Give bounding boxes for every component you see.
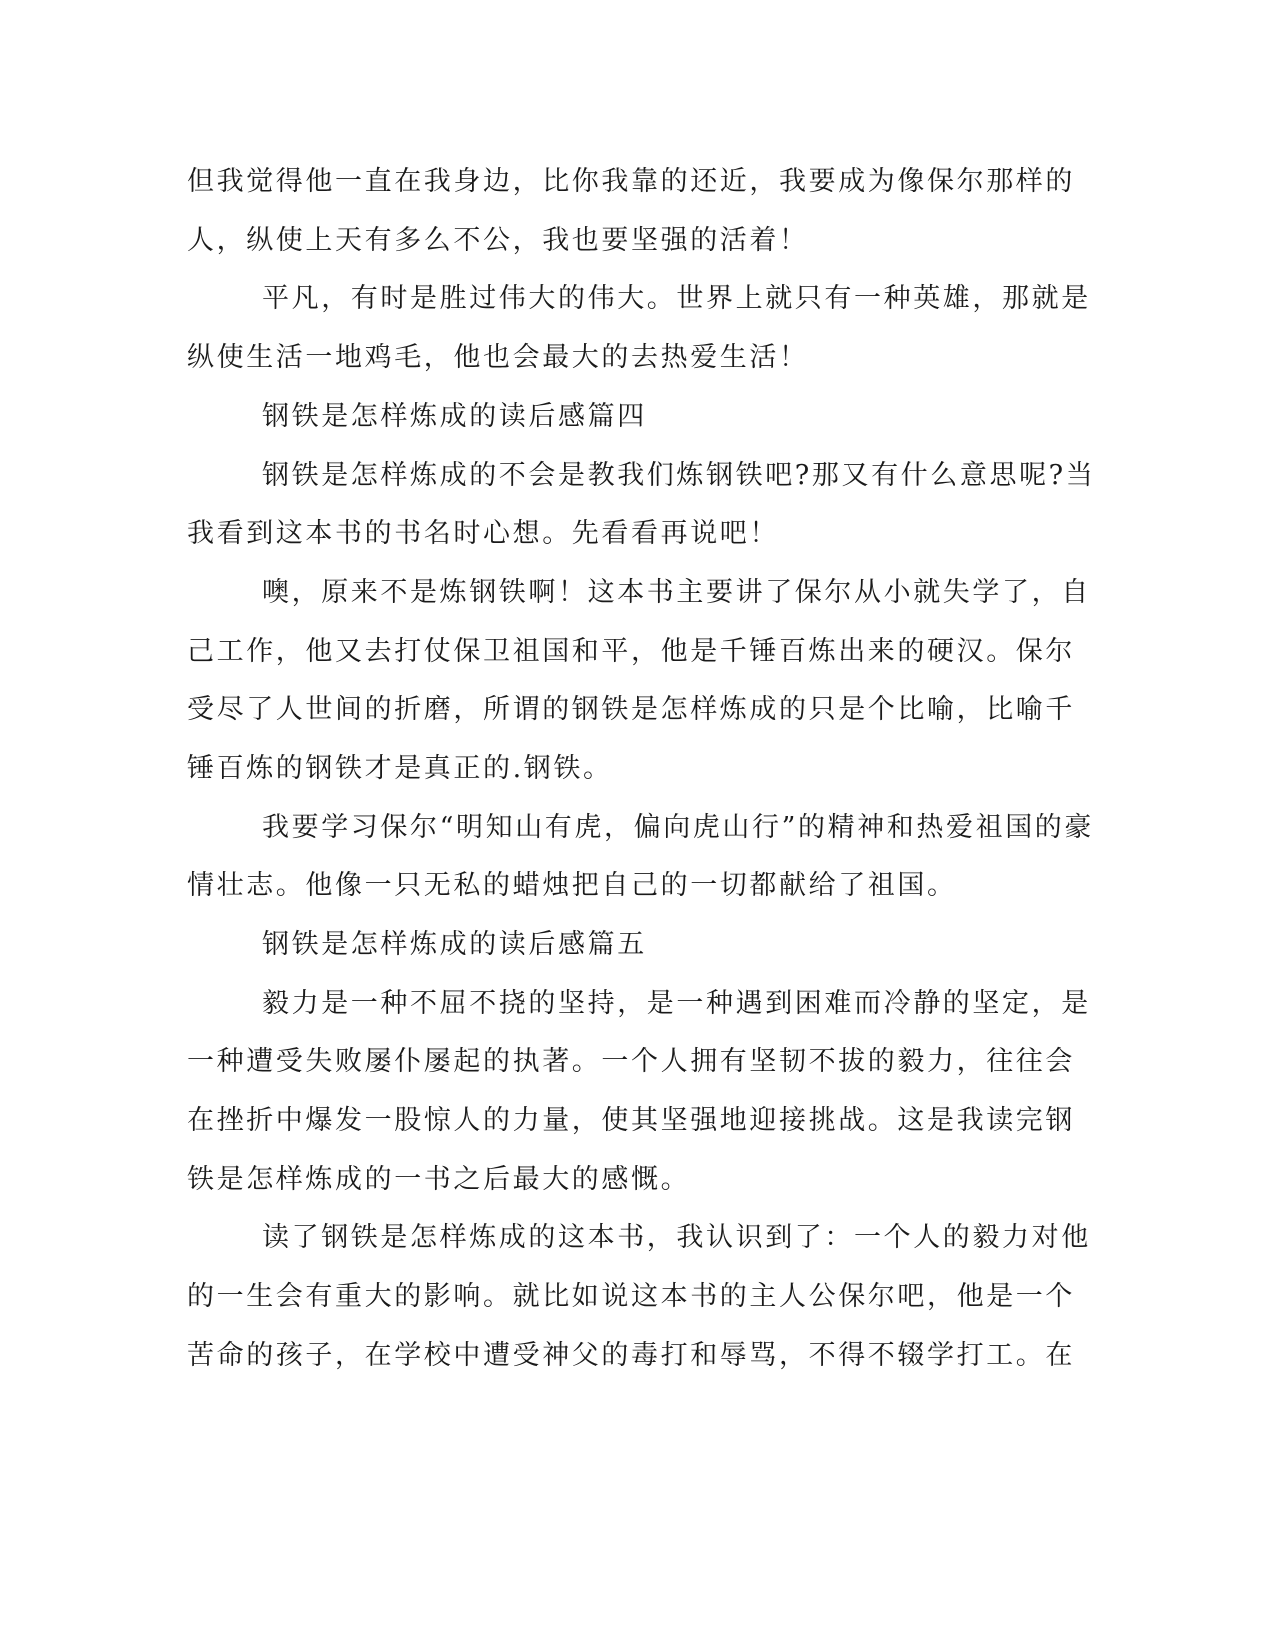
text-line: 受尽了人世间的折磨，所谓的钢铁是怎样炼成的只是个比喻，比喻千 (187, 694, 1075, 725)
text-line: 在挫折中爆发一股惊人的力量，使其坚强地迎接挑战。这是我读完钢 (187, 1105, 1075, 1136)
paragraph-start-line: 平凡，有时是胜过伟大的伟大。世界上就只有一种英雄，那就是 (262, 283, 1091, 314)
section-heading: 钢铁是怎样炼成的读后感篇四 (262, 401, 647, 432)
paragraph-start-line: 噢，原来不是炼钢铁啊！这本书主要讲了保尔从小就失学了，自 (262, 577, 1091, 608)
text-line: 人，纵使上天有多么不公，我也要坚强的活着！ (187, 225, 809, 256)
text-line: 铁是怎样炼成的一书之后最大的感慨。 (187, 1164, 691, 1195)
text-line: 锤百炼的钢铁才是真正的.钢铁。 (187, 753, 613, 784)
text-line: 苦命的孩子，在学校中遭受神父的毒打和辱骂，不得不辍学打工。在 (187, 1340, 1075, 1371)
paragraph-start-line: 我要学习保尔“明知山有虎，偏向虎山行”的精神和热爱祖国的豪 (262, 812, 1095, 843)
text-line: 纵使生活一地鸡毛，他也会最大的去热爱生活！ (187, 342, 809, 373)
text-line: 但我觉得他一直在我身边，比你我靠的还近，我要成为像保尔那样的 (187, 166, 1075, 197)
text-line: 己工作，他又去打仗保卫祖国和平，他是千锤百炼出来的硬汉。保尔 (187, 636, 1075, 667)
paragraph-start-line: 钢铁是怎样炼成的不会是教我们炼钢铁吧?那又有什么意思呢?当 (262, 460, 1096, 491)
paragraph-start-line: 读了钢铁是怎样炼成的这本书，我认识到了：一个人的毅力对他 (262, 1222, 1091, 1253)
paragraph-start-line: 毅力是一种不屈不挠的坚持，是一种遇到困难而冷静的坚定，是 (262, 988, 1091, 1019)
text-line: 我看到这本书的书名时心想。先看看再说吧！ (187, 518, 779, 549)
text-line: 一种遭受失败屡仆屡起的执著。一个人拥有坚韧不拔的毅力，往往会 (187, 1046, 1075, 1077)
text-line: 情壮志。他像一只无私的蜡烛把自己的一切都献给了祖国。 (187, 870, 957, 901)
text-line: 的一生会有重大的影响。就比如说这本书的主人公保尔吧，他是一个 (187, 1281, 1075, 1312)
section-heading: 钢铁是怎样炼成的读后感篇五 (262, 929, 647, 960)
